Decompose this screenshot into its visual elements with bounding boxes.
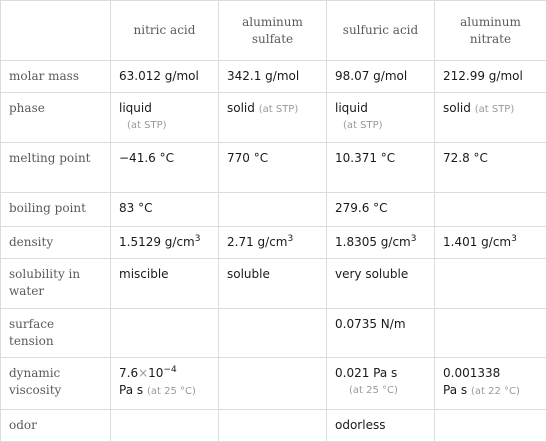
row-label-melting-point: melting point	[1, 143, 111, 193]
viscosity-value: 0.001338	[443, 365, 538, 382]
cell-surface-tension-nitric-acid	[111, 309, 219, 358]
header-row	[1, 1, 546, 61]
cell-melting-point-aluminum-sulfate: 770 °C	[219, 143, 327, 193]
cell-solubility-nitric-acid: miscible	[111, 259, 219, 309]
table-row-phase	[1, 93, 546, 143]
cell-solubility-sulfuric-acid: very soluble	[327, 259, 435, 309]
phase-value: solid	[443, 101, 471, 115]
row-label-surface-tension: surface tension	[1, 309, 111, 358]
cell-phase-aluminum-sulfate	[219, 93, 327, 143]
phase-note: (at STP)	[335, 117, 426, 134]
cell-boiling-point-aluminum-nitrate	[435, 193, 546, 227]
cell-odor-sulfuric-acid: odorless	[327, 410, 435, 442]
density-exponent: 3	[511, 234, 517, 244]
row-label-density: density	[1, 227, 111, 259]
cell-viscosity-aluminum-nitrate	[435, 358, 546, 410]
cell-surface-tension-sulfuric-acid: 0.0735 N/m	[327, 309, 435, 358]
density-exponent: 3	[195, 234, 201, 244]
row-label-boiling-point: boiling point	[1, 193, 111, 227]
cell-viscosity-aluminum-sulfate	[219, 358, 327, 410]
table-row-dynamic-viscosity	[1, 358, 546, 410]
cell-molar-mass-sulfuric-acid: 98.07 g/mol	[327, 61, 435, 93]
density-value: 2.71 g/cm	[227, 235, 287, 249]
column-header-sulfuric-acid: sulfuric acid	[327, 1, 435, 61]
cell-phase-aluminum-nitrate	[435, 93, 546, 143]
table-row-molar-mass	[1, 61, 546, 93]
cell-viscosity-sulfuric-acid	[327, 358, 435, 410]
viscosity-times-sign: ×	[138, 366, 148, 380]
row-label-phase: phase	[1, 93, 111, 143]
viscosity-exponent: −4	[163, 365, 176, 375]
cell-molar-mass-aluminum-nitrate: 212.99 g/mol	[435, 61, 546, 93]
viscosity-note: (at 22 °C)	[471, 386, 520, 397]
density-exponent: 3	[287, 234, 293, 244]
density-value: 1.8305 g/cm	[335, 235, 411, 249]
cell-phase-nitric-acid	[111, 93, 219, 143]
table-row-surface-tension	[1, 309, 546, 358]
cell-viscosity-nitric-acid	[111, 358, 219, 410]
density-value: 1.401 g/cm	[443, 235, 511, 249]
phase-note: (at STP)	[119, 117, 210, 134]
viscosity-base: 10	[148, 366, 163, 380]
viscosity-unit-line	[119, 382, 210, 400]
column-header-aluminum-sulfate: aluminum sulfate	[219, 1, 327, 61]
cell-melting-point-aluminum-nitrate: 72.8 °C	[435, 143, 546, 193]
cell-density-aluminum-nitrate	[435, 227, 546, 259]
corner-cell	[1, 1, 111, 61]
cell-surface-tension-aluminum-nitrate	[435, 309, 546, 358]
cell-phase-sulfuric-acid	[327, 93, 435, 143]
phase-value: liquid	[335, 100, 426, 117]
cell-density-nitric-acid	[111, 227, 219, 259]
viscosity-value: 0.021 Pa s	[335, 365, 426, 382]
phase-value: solid	[227, 101, 255, 115]
column-header-nitric-acid: nitric acid	[111, 1, 219, 61]
cell-density-sulfuric-acid	[327, 227, 435, 259]
density-value: 1.5129 g/cm	[119, 235, 195, 249]
column-header-aluminum-nitrate: aluminum nitrate	[435, 1, 546, 61]
cell-molar-mass-aluminum-sulfate: 342.1 g/mol	[219, 61, 327, 93]
row-label-solubility: solubility in water	[1, 259, 111, 309]
phase-value: liquid	[119, 100, 210, 117]
cell-melting-point-nitric-acid: −41.6 °C	[111, 143, 219, 193]
cell-melting-point-sulfuric-acid: 10.371 °C	[327, 143, 435, 193]
cell-boiling-point-aluminum-sulfate	[219, 193, 327, 227]
row-label-odor: odor	[1, 410, 111, 442]
cell-density-aluminum-sulfate	[219, 227, 327, 259]
viscosity-value	[119, 365, 210, 382]
viscosity-unit: Pa s	[443, 383, 467, 397]
cell-solubility-aluminum-nitrate	[435, 259, 546, 309]
density-exponent: 3	[411, 234, 417, 244]
viscosity-note: (at 25 °C)	[335, 382, 426, 399]
viscosity-mantissa: 7.6	[119, 366, 138, 380]
table-row-boiling-point	[1, 193, 546, 227]
cell-boiling-point-sulfuric-acid: 279.6 °C	[327, 193, 435, 227]
phase-note: (at STP)	[475, 104, 515, 115]
row-label-molar-mass: molar mass	[1, 61, 111, 93]
table-row-density	[1, 227, 546, 259]
phase-note: (at STP)	[259, 104, 299, 115]
cell-surface-tension-aluminum-sulfate	[219, 309, 327, 358]
viscosity-unit-line	[443, 382, 538, 400]
row-label-dynamic-viscosity: dynamic viscosity	[1, 358, 111, 410]
cell-boiling-point-nitric-acid: 83 °C	[111, 193, 219, 227]
table-row-melting-point	[1, 143, 546, 193]
table-row-solubility	[1, 259, 546, 309]
cell-molar-mass-nitric-acid: 63.012 g/mol	[111, 61, 219, 93]
cell-solubility-aluminum-sulfate: soluble	[219, 259, 327, 309]
viscosity-note: (at 25 °C)	[147, 386, 196, 397]
viscosity-unit: Pa s	[119, 383, 143, 397]
